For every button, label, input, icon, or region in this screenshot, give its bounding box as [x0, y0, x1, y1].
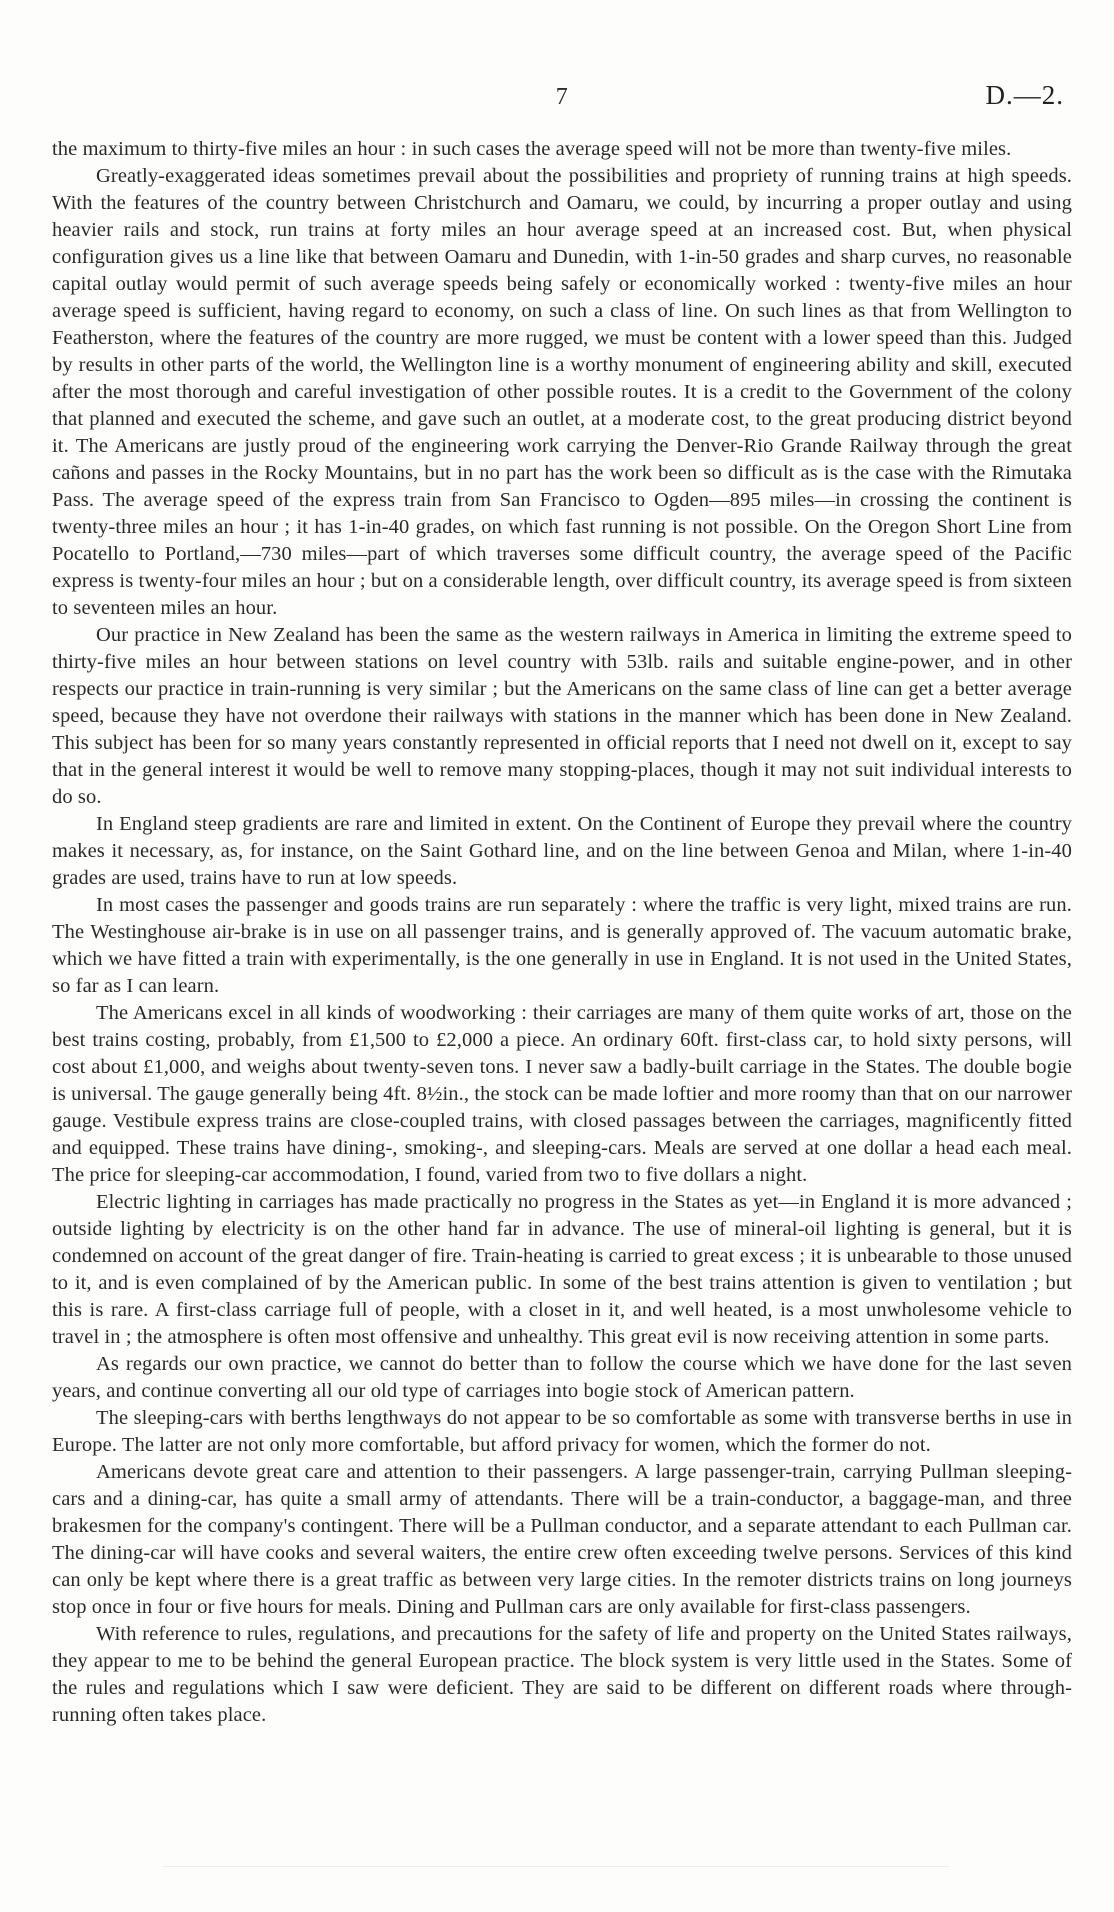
- paragraph: With reference to rules, regulations, and precautions for the safety of life and property on the United States railways, they appear to me to be behind the general European practice. The block system is very little used in the States. Some of the rules and regulations which I saw were deficient. They are said to be different on different roads where through-running often takes place.: [52, 1623, 1072, 1726]
- paragraph: Electric lighting in carriages has made practically no progress in the States as yet—in England it is more advanced ; outside lighting by electricity is on the other hand far in advance. The use of mineral-oil lighting is general, but it is condemned on account of the great danger of fire. Train-heating is carried to great excess ; it is unbearable to those unused to it, and is even complained of by the American public. In some of the best trains attention is given to ventilation ; but this is rare. A first-class carriage full of people, with a closet in it, and well heated, is a most unwholesome vehicle to travel in ; the atmosphere is often most offensive and unhealthy. This great evil is now receiving attention in some parts.: [52, 1191, 1072, 1348]
- paragraph: As regards our own practice, we cannot do better than to follow the course which we have done for the last seven years, and continue converting all our old type of carriages into bogie stock of American pattern.: [52, 1353, 1072, 1402]
- scan-artifact-rule: [162, 1866, 950, 1867]
- body-text: [52, 136, 1072, 1729]
- paragraph: the maximum to thirty-five miles an hour : in such cases the average speed will not be more than twenty-five miles.: [52, 138, 1012, 160]
- page-header: [52, 80, 1072, 116]
- paragraph: The Americans excel in all kinds of woodworking : their carriages are many of them quite works of art, those on the best trains costing, probably, from £1,500 to £2,000 a piece. An ordinary 60ft. first-class car, to hold sixty persons, will cost about £1,000, and weighs about twenty-seven tons. I never saw a badly-built carriage in the States. The double bogie is universal. The gauge generally being 4ft. 8½in., the stock can be made loftier and more roomy than that on our narrower gauge. Vestibule express trains are close-coupled trains, with closed passages between the carriages, magnificently fitted and equipped. These trains have dining-, smoking-, and sleeping-cars. Meals are served at one dollar a head each meal. The price for sleeping-car accommodation, I found, varied from two to five dollars a night.: [52, 1002, 1072, 1186]
- paragraph: In England steep gradients are rare and limited in extent. On the Continent of Europe they prevail where the country makes it necessary, as, for instance, on the Saint Gothard line, and on the line between Genoa and Milan, where 1-in-40 grades are used, trains have to run at low speeds.: [52, 813, 1072, 889]
- document-reference: D.—2.: [985, 80, 1064, 110]
- paragraph: Our practice in New Zealand has been the same as the western railways in America in limiting the extreme speed to thirty-five miles an hour between stations on level country with 53lb. rails and suitable engine-power, and in other respects our practice in train-running is very similar ; but the Americans on the same class of line can get a better average speed, because they have not overdone their railways with stations in the manner which has been done in New Zealand. This subject has been for so many years constantly represented in official reports that I need not dwell on it, except to say that in the general interest it would be well to remove many stopping-places, though it may not suit individual interests to do so.: [52, 624, 1072, 808]
- paragraph: Greatly-exaggerated ideas sometimes prevail about the possibilities and propriety of running trains at high speeds. With the features of the country between Christchurch and Oamaru, we could, by incurring a proper outlay and using heavier rails and stock, run trains at forty miles an hour average speed at an increased cost. But, when physical configuration gives us a line like that between Oamaru and Dunedin, with 1-in-50 grades and sharp curves, no reasonable capital outlay would permit of such average speeds being safely or economically worked : twenty-five miles an hour average speed is sufficient, having regard to economy, on such a class of line. On such lines as that from Wellington to Featherston, where the features of the country are more rugged, we must be content with a lower speed than this. Judged by results in other parts of the world, the Wellington line is a worthy monument of engineering ability and skill, executed after the most thorough and careful investigation of other possible routes. It is a credit to the Government of the colony that planned and executed the scheme, and gave such an outlet, at a moderate cost, to the great producing district beyond it. The Americans are justly proud of the engineering work carrying the Denver-Rio Grande Railway through the great cañons and passes in the Rocky Mountains, but in no part has the work been so difficult as is the case with the Rimutaka Pass. The average speed of the express train from San Francisco to Ogden—895 miles—in crossing the continent is twenty-three miles an hour ; it has 1-in-40 grades, on which fast running is not possible. On the Oregon Short Line from Pocatello to Portland,—730 miles—part of which traverses some difficult country, the average speed of the Pacific express is twenty-four miles an hour ; but on a considerable length, over difficult country, its average speed is from sixteen to seventeen miles an hour.: [52, 165, 1072, 619]
- page-number: 7: [555, 84, 569, 110]
- paragraph: Americans devote great care and attention to their passengers. A large passenger-train, carrying Pullman sleeping-cars and a dining-car, has quite a small army of attendants. There will be a train-conductor, a baggage-man, and three brakesmen for the company's contingent. There will be a Pullman conductor, and a separate attendant to each Pullman car. The dining-car will have cooks and several waiters, the entire crew often exceeding twelve persons. Services of this kind can only be kept where there is a great traffic as between very large cities. In the remoter districts trains on long journeys stop once in four or five hours for meals. Dining and Pullman cars are only available for first-class passengers.: [52, 1461, 1072, 1618]
- paragraph: In most cases the passenger and goods trains are run separately : where the traffic is very light, mixed trains are run. The Westinghouse air-brake is in use on all passenger trains, and is generally approved of. The vacuum automatic brake, which we have fitted a train with experimentally, is the one generally in use in England. It is not used in the United States, so far as I can learn.: [52, 894, 1072, 997]
- paragraph: The sleeping-cars with berths lengthways do not appear to be so comfortable as some with transverse berths in use in Europe. The latter are not only more comfortable, but afford privacy for women, which the former do not.: [52, 1407, 1072, 1456]
